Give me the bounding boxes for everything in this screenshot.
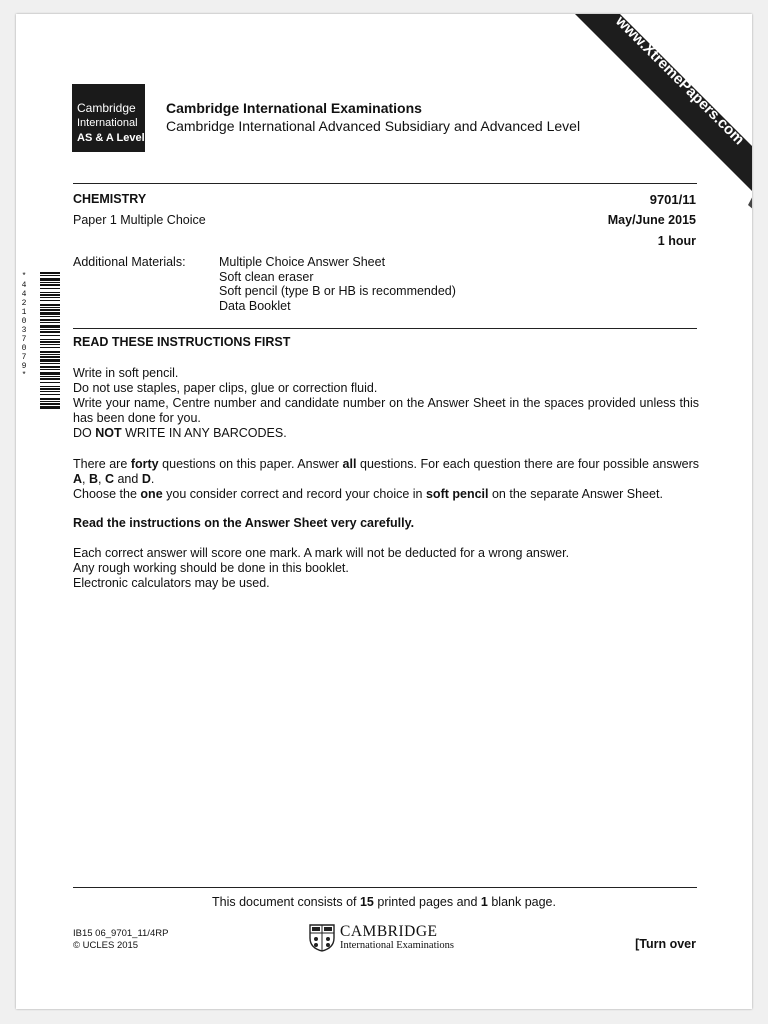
instruction-line: Any rough working should be done in this booklet. (73, 561, 349, 575)
exam-cover-page (16, 14, 752, 1009)
barcode-bar (40, 319, 60, 321)
instruction-line: Each correct answer will score one mark. A mark will not be deducted for a wrong answer. (73, 546, 570, 560)
barcode-bar (40, 307, 60, 308)
barcode-bar (40, 347, 60, 348)
divider (73, 328, 697, 329)
barcode-bar (40, 382, 60, 383)
barcode-bar (40, 372, 60, 375)
material-item: Soft pencil (type B or HB is recommended) (219, 284, 456, 298)
barcode-bar (40, 275, 60, 276)
exam-session: May/June 2015 (607, 213, 696, 227)
instruction-line: Choose the one you consider correct and record your choice in soft pencil on the separate Answer Sheet. (73, 487, 663, 501)
barcode-bar (40, 394, 60, 395)
barcode-bar (40, 329, 60, 330)
reference-code: IB15 06_9701_11/4RP (73, 928, 169, 939)
barcode-bar (40, 292, 60, 293)
barcode-bar (40, 300, 60, 301)
material-item: Soft clean eraser (219, 269, 314, 284)
barcode-bar (40, 278, 60, 281)
page-count-note: This document consists of 15 printed pages and 1 blank page. (212, 895, 556, 909)
document-reference (73, 928, 168, 952)
instruction-line: There are forty questions on this paper. Answer all questions. For each question there are four possible answers A, B, C and D. (73, 457, 699, 486)
instructions-paragraph-5 (73, 546, 699, 591)
barcode-bar (40, 297, 60, 298)
barcode-bar (40, 363, 60, 364)
barcode-bar (40, 344, 60, 345)
barcode-bar (40, 403, 60, 405)
barcode-bar (40, 304, 60, 306)
barcode-bar (40, 359, 60, 362)
barcode-bar (40, 312, 60, 315)
exam-duration: 1 hour (657, 234, 696, 248)
barcode-bar (40, 356, 60, 358)
copyright: © UCLES 2015 (73, 940, 139, 951)
barcode-bar (40, 288, 60, 289)
barcode-bar (40, 406, 60, 409)
barcode-bar (40, 386, 60, 387)
barcode-bar (40, 388, 60, 390)
barcode-bar (40, 294, 60, 296)
cambridge-crest-icon (309, 924, 335, 952)
barcode-bar (40, 398, 60, 400)
divider (73, 183, 697, 184)
instruction-line: Write in soft pencil. (73, 366, 179, 380)
material-item: Multiple Choice Answer Sheet (219, 255, 386, 269)
material-item: Data Booklet (219, 298, 291, 313)
barcode-bar (40, 325, 60, 328)
barcode-bar (40, 331, 60, 333)
syllabus-code: 9701/11 (649, 192, 696, 207)
board-subtitle: Cambridge International Advanced Subsidiary and Advanced Level (166, 118, 581, 134)
paper-name: Paper 1 Multiple Choice (73, 213, 206, 227)
instructions-heading: READ THESE INSTRUCTIONS FIRST (73, 335, 291, 349)
instruction-line: DO NOT WRITE IN ANY BARCODES. (73, 426, 287, 440)
instructions-paragraph-1 (73, 366, 699, 441)
cambridge-brand: CAMBRIDGE (340, 923, 438, 940)
divider (73, 887, 697, 888)
logo-line-1: Cambridge (77, 101, 136, 115)
subject: CHEMISTRY (73, 192, 147, 206)
board-title: Cambridge International Examinations (166, 100, 422, 116)
barcode-bar (40, 354, 60, 355)
barcode-bar (40, 369, 60, 370)
barcode (26, 272, 60, 410)
barcode-bar (40, 391, 60, 392)
instruction-line: Do not use staples, paper clips, glue or correction fluid. (73, 381, 378, 395)
barcode-bar (40, 335, 60, 336)
barcode-bar (40, 339, 60, 340)
cambridge-logo (72, 84, 145, 152)
barcode-bar (40, 401, 60, 402)
cambridge-brand-sub: International Examinations (340, 940, 455, 951)
xtremepapers-ribbon[interactable] (486, 14, 752, 220)
instruction-line: Write your name, Centre number and candidate number on the Answer Sheet in the spaces provided unless this has been done for you. (73, 396, 699, 425)
ribbon-text: www.XtremePapers.com (612, 12, 748, 149)
barcode-bar (40, 366, 60, 368)
instructions-paragraph-2 (73, 457, 699, 502)
answer-sheet-note: Read the instructions on the Answer Sheet very carefully. (73, 516, 415, 530)
barcode-bar (40, 316, 60, 317)
barcode-bar (40, 284, 60, 286)
instruction-line: Electronic calculators may be used. (73, 576, 270, 590)
barcode-bar (40, 378, 60, 380)
logo-line-2: International (77, 117, 138, 129)
logo-line-3: AS & A Level (77, 132, 145, 144)
barcode-bar (40, 282, 60, 283)
barcode-bar (40, 376, 60, 377)
turn-over: [Turn over (635, 937, 696, 951)
barcode-bar (40, 341, 60, 343)
barcode-bar (40, 272, 60, 274)
materials-label: Additional Materials: (73, 255, 186, 269)
barcode-bar (40, 351, 60, 353)
barcode-number: * 4 4 2 1 0 3 7 0 7 9 * (21, 272, 27, 380)
barcode-bar (40, 322, 60, 323)
barcode-bar (40, 309, 60, 311)
materials-list (219, 255, 456, 313)
